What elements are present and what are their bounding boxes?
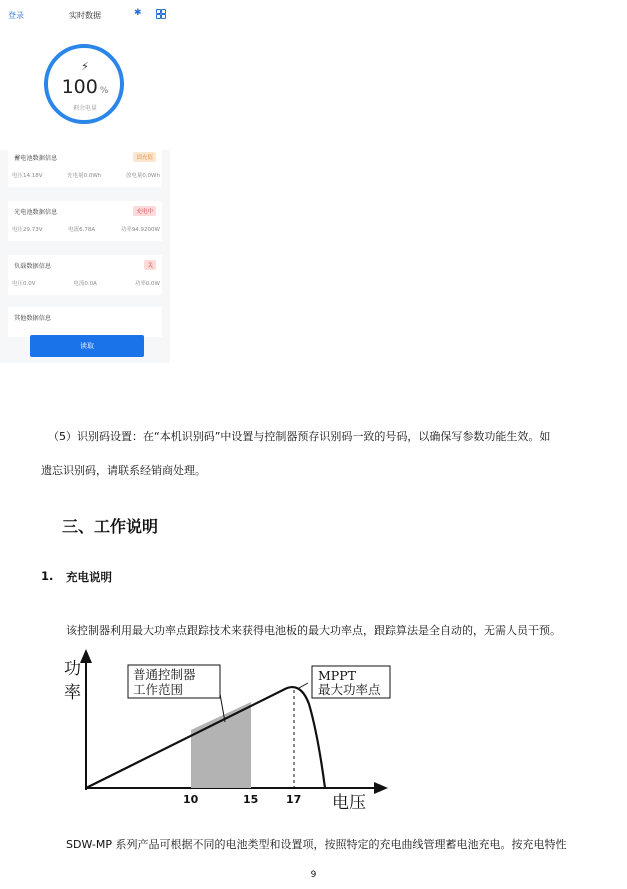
login-link[interactable]: 登录 <box>8 11 24 20</box>
bluetooth-icon[interactable]: ✱ <box>134 8 142 18</box>
section-heading: 三、工作说明 <box>62 517 159 536</box>
card-title: 蓄电池数据信息 <box>14 155 58 162</box>
x-axis-arrow <box>374 782 388 794</box>
card-value: 电流6.78A <box>68 227 96 233</box>
status-badge: 关 <box>144 260 156 270</box>
card-value: 电流0.0A <box>73 281 97 287</box>
read-button[interactable]: 读取 <box>30 335 144 357</box>
mppt-callout-line1: MPPT <box>318 668 356 683</box>
card-value: 充电量0.0Wh <box>67 173 102 179</box>
mppt-pointer <box>299 683 308 688</box>
app-title: 实时数据 <box>69 11 101 20</box>
card-value: 放电量0.0Wh <box>125 173 160 179</box>
card-title: 光电池数据信息 <box>14 209 58 216</box>
page-number: 9 <box>310 870 317 880</box>
paragraph-line: （5）识别码设置：在“本机识别码”中设置与控制器预存识别码一致的号码，以确保写参数功能生效。如 <box>48 430 551 443</box>
y-axis-arrow <box>80 649 92 663</box>
tick-label: 10 <box>183 793 199 806</box>
x-axis-label: 电压 <box>332 793 366 813</box>
y-axis-label-2: 率 <box>64 683 81 703</box>
lightning-icon: ⚡︎ <box>81 60 89 73</box>
range-callout-line1: 普通控制器 <box>133 667 196 682</box>
card-value: 电压14.18V <box>12 173 43 179</box>
status-badge: 充电中 <box>133 206 156 216</box>
card-value: 电压0.0V <box>12 281 36 287</box>
subsection-title: 充电说明 <box>66 570 112 584</box>
y-axis-label-1: 功 <box>64 659 81 679</box>
mppt-callout-line2: 最大功率点 <box>318 682 381 697</box>
conventional-range-area <box>191 702 251 788</box>
paragraph-line: 遗忘识别码，请联系经销商处理。 <box>41 464 206 477</box>
tick-label: 17 <box>286 793 302 806</box>
status-badge: 固充值 <box>133 152 156 162</box>
range-callout-line2: 工作范围 <box>133 682 184 697</box>
card-value: 电压29.73V <box>12 227 43 233</box>
tick-label: 15 <box>243 793 259 806</box>
card-value: 功率94.9200W <box>120 227 160 233</box>
card-value: 功率0.0W <box>134 281 160 287</box>
card-title: 负载数据信息 <box>14 263 52 270</box>
paragraph-line: 该控制器利用最大功率点跟踪技术来获得电池板的最大功率点，跟踪算法是全自动的，无需人员干预。 <box>66 624 561 637</box>
gauge-label: 剩余电量 <box>72 105 97 112</box>
subsection-number: 1. <box>41 569 54 583</box>
gauge-value: 100 % <box>61 76 109 98</box>
paragraph-line: SDW-MP 系列产品可根据不同的电池类型和设置项，按照特定的充电曲线管理蓄电池充电。按充电特性 <box>66 838 567 851</box>
card-title: 其他数据信息 <box>14 315 52 322</box>
